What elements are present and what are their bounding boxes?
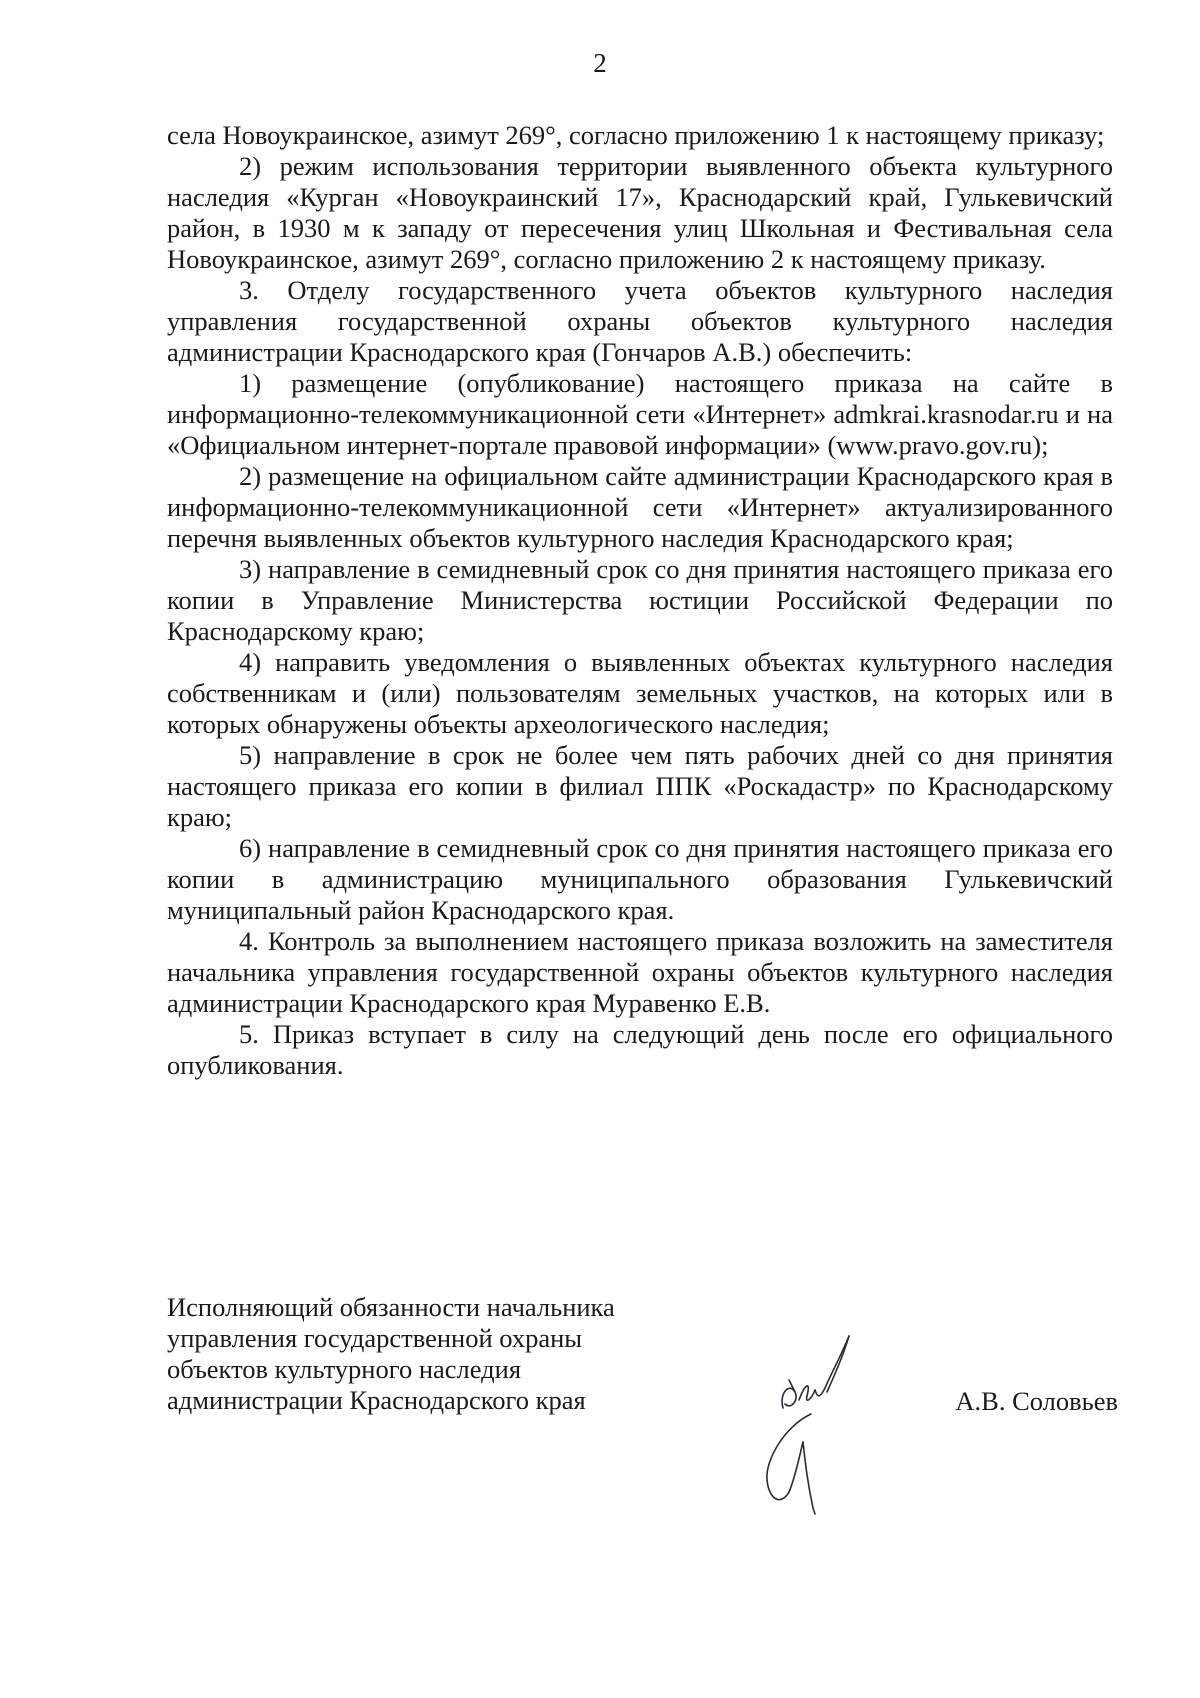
position-line: администрации Краснодарского края	[167, 1385, 586, 1415]
paragraph: 5. Приказ вступает в силу на следующий день после его официального опубликования.	[167, 1019, 1113, 1080]
paragraph: 2) размещение на официальном сайте администрации Краснодарского края в информационно-телекоммуникационной сети «Интернет» актуализированного перечня выявленных объектов культурного наследия Краснодарского края;	[167, 461, 1113, 553]
page-number: 2	[593, 48, 607, 78]
paragraph: села Новоукраинское, азимут 269°, согласно приложению 1 к настоящему приказу;	[167, 120, 1105, 150]
position-line: объектов культурного наследия	[167, 1354, 522, 1384]
signer-name: А.В. Соловьев	[955, 1386, 1118, 1416]
position-line: управления государственной охраны	[167, 1323, 583, 1353]
paragraph: 3. Отделу государственного учета объектов культурного наследия управления государственной охраны объектов культурного наследия администрации Краснодарского края (Гончаров А.В.) обеспечить:	[167, 275, 1113, 367]
paragraph: 6) направление в семидневный срок со дня принятия настоящего приказа его копии в администрацию муниципального образования Гулькевичский муниципальный район Краснодарского края.	[167, 833, 1113, 925]
paragraph: 4. Контроль за выполнением настоящего приказа возложить на заместителя начальника управления государственной охраны объектов культурного наследия администрации Краснодарского края Муравенко Е.В.	[167, 926, 1113, 1018]
paragraph: 1) размещение (опубликование) настоящего приказа на сайте в информационно-телекоммуникационной сети «Интернет» admkrai.krasnodar.ru и на «Официальном интернет-портале правовой информации» (www.pravo.gov.ru);	[167, 368, 1113, 460]
paragraph: 4) направить уведомления о выявленных объектах культурного наследия собственникам и (или) пользователям земельных участков, на которых или в которых обнаружены объекты археологического наследия;	[167, 647, 1113, 739]
signatory-position	[167, 1292, 615, 1416]
paragraph: 2) режим использования территории выявленного объекта культурного наследия «Курган «Новоукраинский 17», Краснодарский край, Гулькевичский район, в 1930 м к западу от пересечения улиц Школьная и Фестивальная села Новоукраинское, азимут 269°, согласно приложению 2 к настоящему приказу.	[167, 151, 1113, 274]
paragraph: 3) направление в семидневный срок со дня принятия настоящего приказа его копии в Управление Министерства юстиции Российской Федерации по Краснодарскому краю;	[167, 554, 1113, 646]
paragraph: 5) направление в срок не более чем пять рабочих дней со дня принятия настоящего приказа его копии в филиал ППК «Роскадастр» по Краснодарскому краю;	[167, 740, 1113, 832]
order-body	[167, 120, 1113, 1081]
handwritten-signature-icon	[755, 1330, 885, 1530]
position-line: Исполняющий обязанности начальника	[167, 1292, 615, 1322]
